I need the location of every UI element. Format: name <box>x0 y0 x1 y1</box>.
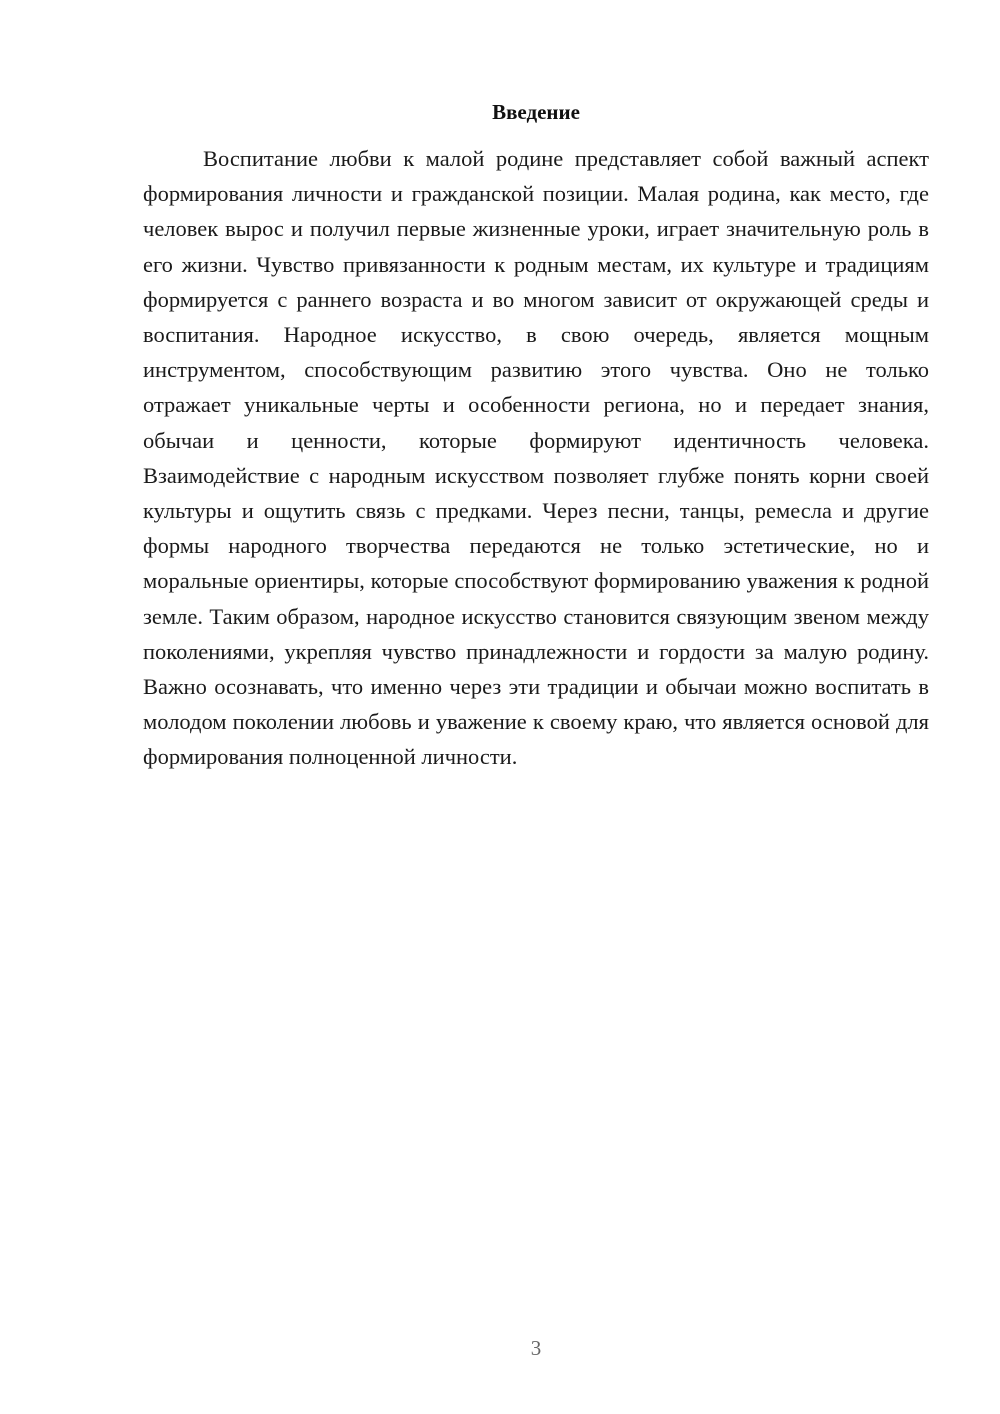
body-paragraph: Воспитание любви к малой родине представляет собой важный аспект формирования личности и гражданской позиции. Малая родина, как место, где человек вырос и получил первые жизненные уроки, играет значительную роль в его жизни. Чувство привязанности к родным местам, их культуре и традициям формируется с раннего возраста и во многом зависит от окружающей среды и воспитания. Народное искусство, в свою очередь, является мощным инструментом, способствующим развитию этого чувства. Оно не только отражает уникальные черты и особенности региона, но и передает знания, обычаи и ценности, которые формируют идентичность человека. Взаимодействие с народным искусством позволяет глубже понять корни своей культуры и ощутить связь с предками. Через песни, танцы, ремесла и другие формы народного творчества передаются не только эстетические, но и моральные ориентиры, которые способствуют формированию уважения к родной земле. Таким образом, народное искусство становится связующим звеном между поколениями, укрепляя чувство принадлежности и гордости за малую родину. Важно осознавать, что именно через эти традиции и обычаи можно воспитать в молодом поколении любовь и уважение к своему краю, что является основой для формирования полноценной личности. <box>143 146 929 770</box>
page-title: Введение <box>492 100 580 124</box>
page-number: 3 <box>530 1336 542 1360</box>
